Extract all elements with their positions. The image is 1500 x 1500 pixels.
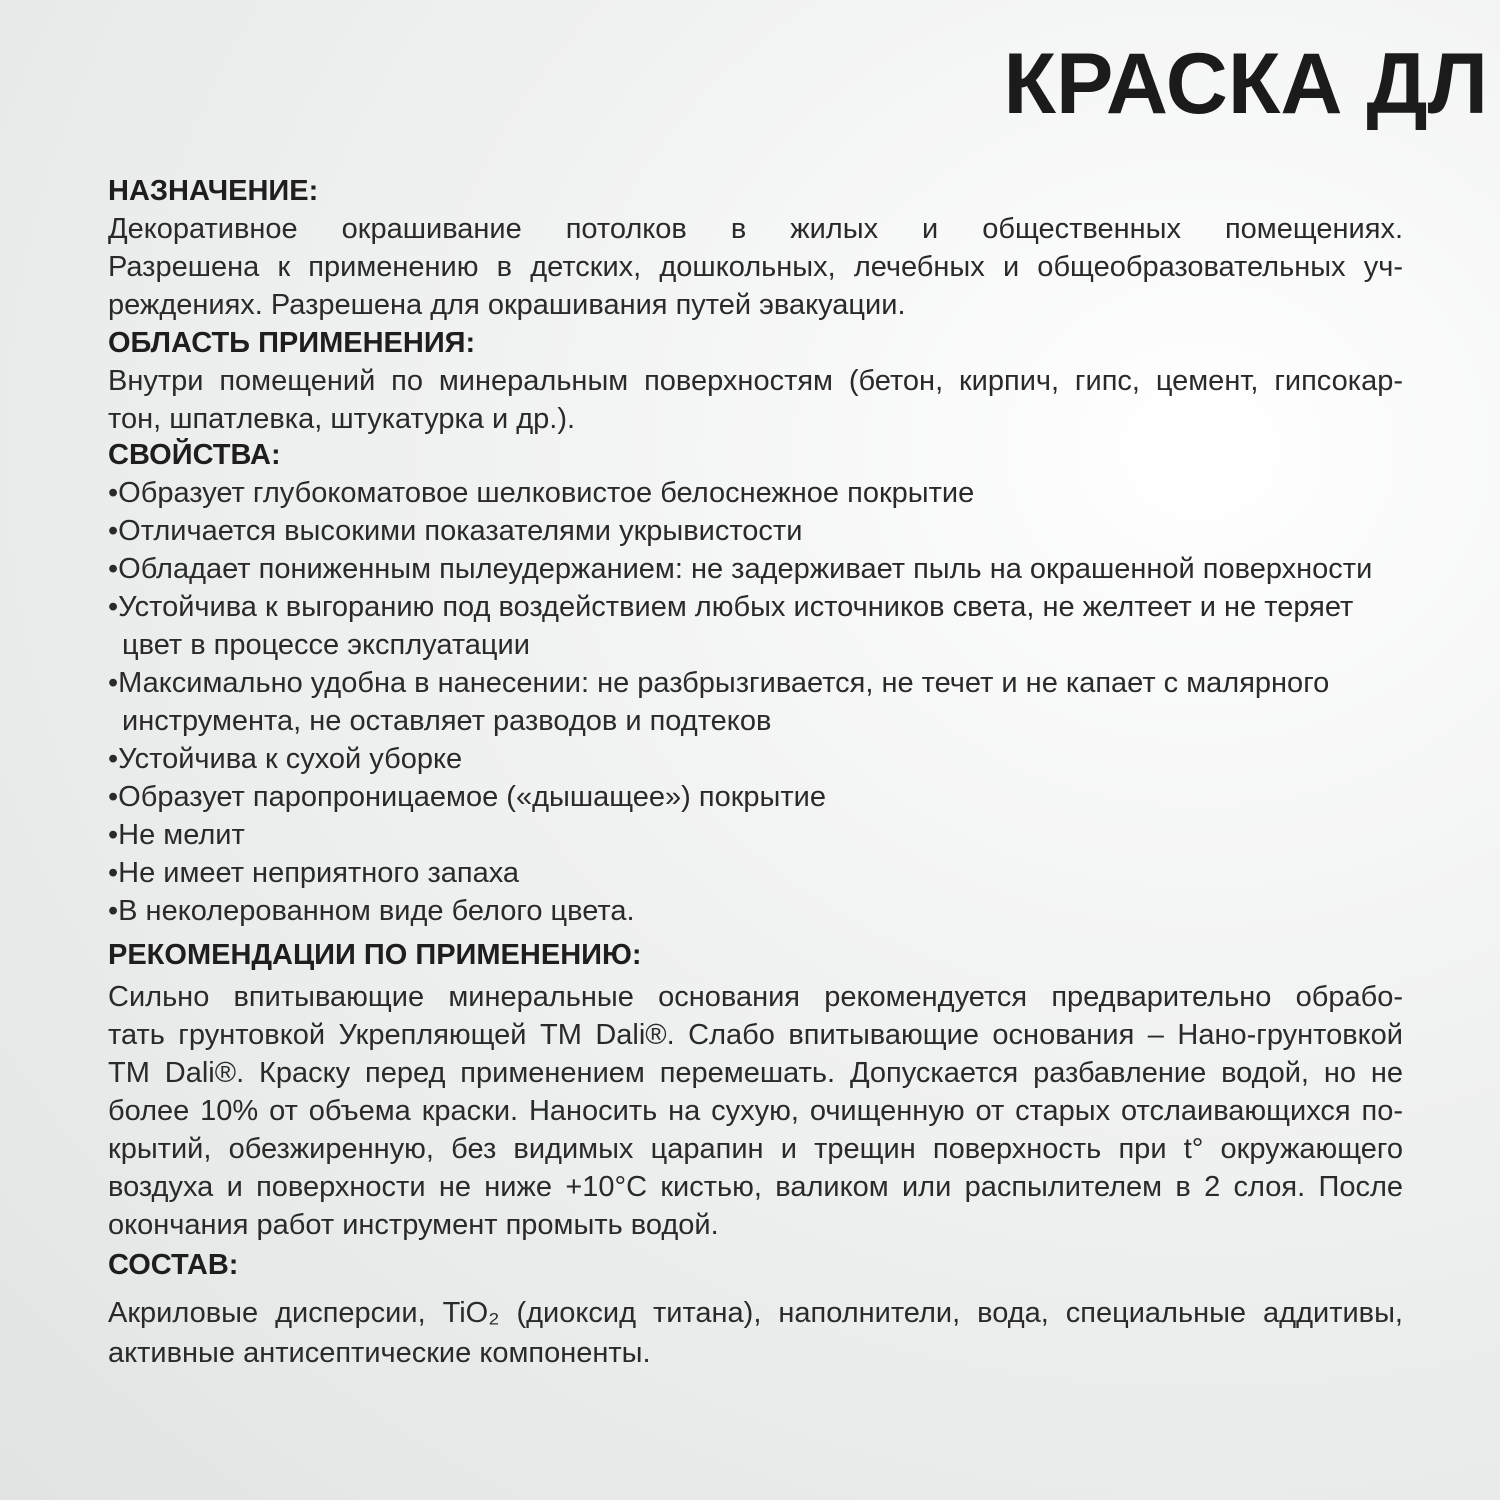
heading-application-area: ОБЛАСТЬ ПРИМЕНЕНИЯ: — [108, 327, 476, 359]
heading-composition: СОСТАВ: — [108, 1249, 239, 1281]
purpose-line: реждениях. Разрешена для окрашивания путей эвакуации. — [108, 289, 906, 321]
purpose-line: Разрешена к применению в детских, дошкольных, лечебных и общеобразовательных уч- — [108, 251, 1403, 283]
property-item: •Не мелит — [108, 819, 245, 851]
heading-properties: СВОЙСТВА: — [108, 439, 281, 471]
product-title: КРАСКА ДЛ — [1003, 36, 1488, 132]
property-item: •Отличается высокими показателями укрывистости — [108, 515, 803, 547]
property-item: •Образует глубокоматовое шелковистое белоснежное покрытие — [108, 477, 975, 509]
property-item: •Не имеет неприятного запаха — [108, 857, 520, 889]
property-item: •Устойчива к сухой уборке — [108, 743, 463, 775]
property-item-cont: инструмента, не оставляет разводов и подтеков — [122, 705, 772, 737]
heading-recommendations: РЕКОМЕНДАЦИИ ПО ПРИМЕНЕНИЮ: — [108, 939, 642, 971]
recommendation-line: более 10% от объема краски. Наносить на сухую, очищенную от старых отслаивающихся по- — [108, 1095, 1403, 1127]
recommendation-line: крытий, обезжиренную, без видимых царапин и трещин поверхность при t° окружающего — [108, 1133, 1403, 1165]
property-item: •Устойчива к выгоранию под воздействием любых источников света, не желтеет и не теряет — [108, 591, 1354, 623]
recommendation-line: воздуха и поверхности не ниже +10°С кистью, валиком или распылителем в 2 слоя. После — [108, 1171, 1403, 1203]
area-line: Внутри помещений по минеральным поверхностям (бетон, кирпич, гипс, цемент, гипсокар- — [108, 365, 1403, 397]
recommendation-line: ТМ Dali®. Краску перед применением перемешать. Допускается разбавление водой, но не — [108, 1057, 1403, 1089]
property-item-cont: цвет в процессе эксплуатации — [122, 629, 530, 661]
recommendation-line: тать грунтовкой Укрепляющей ТМ Dali®. Слабо впитывающие основания – Нано-грунтовкой — [108, 1019, 1403, 1051]
heading-purpose: НАЗНАЧЕНИЕ: — [108, 175, 319, 207]
property-item: •Образует паропроницаемое («дышащее») покрытие — [108, 781, 826, 813]
area-line: тон, шпатлевка, штукатурка и др.). — [108, 403, 576, 435]
recommendation-line: окончания работ инструмент промыть водой. — [108, 1209, 719, 1241]
recommendation-line: Сильно впитывающие минеральные основания рекомендуется предварительно обрабо- — [108, 981, 1403, 1013]
composition-line: активные антисептические компоненты. — [108, 1337, 651, 1369]
property-item: •Обладает пониженным пылеудержанием: не задерживает пыль на окрашенной поверхности — [108, 553, 1373, 585]
composition-line: Акриловые дисперсии, TiO₂ (диоксид титана), наполнители, вода, специальные аддитивы, — [108, 1297, 1403, 1329]
property-item: •Максимально удобна в нанесении: не разбрызгивается, не течет и не капает с малярного — [108, 667, 1330, 699]
purpose-line: Декоративное окрашивание потолков в жилых и общественных помещениях. — [108, 213, 1403, 245]
property-item: •В неколерованном виде белого цвета. — [108, 895, 635, 927]
